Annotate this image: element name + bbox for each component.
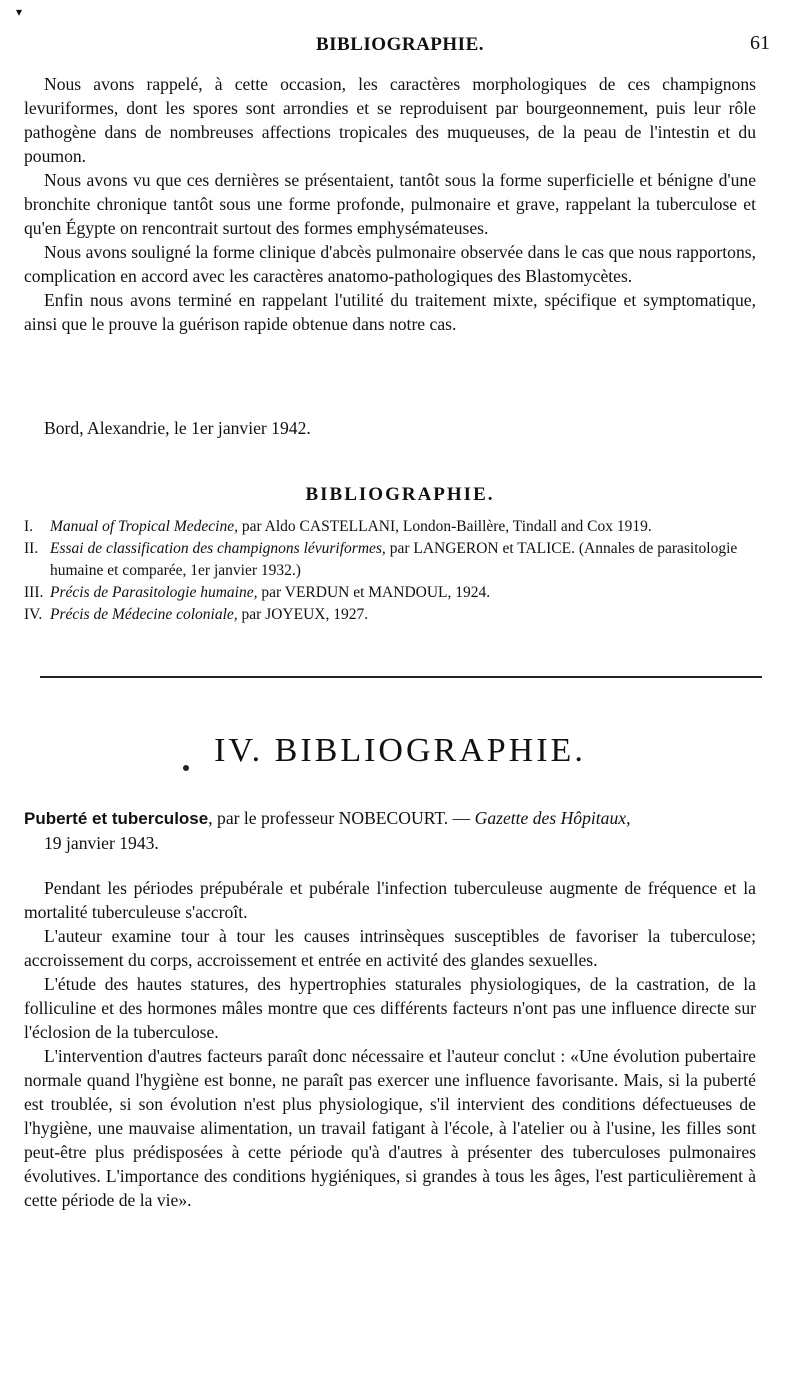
bibliography-item-title: Précis de Parasitologie humaine,: [50, 584, 258, 601]
bibliography-item: [24, 516, 760, 538]
section-title: IV. BIBLIOGRAPHIE.: [214, 732, 586, 769]
review-date: 19 janvier 1943.: [44, 833, 159, 853]
intro-paragraph-3: Nous avons souligné la forme clinique d'abcès pulmonaire observée dans le cas que nous rapportons, complication en accord avec les caractères anatomo-pathologiques des Blastomycètes.: [24, 242, 756, 286]
bibliography-item-number: III.: [24, 584, 44, 601]
intro-text: [24, 72, 756, 336]
section-divider: [40, 676, 762, 678]
bibliography-item-title: Manual of Tropical Medecine,: [50, 518, 238, 535]
bibliography-item-number: IV.: [24, 606, 43, 623]
running-title: BIBLIOGRAPHIE.: [315, 34, 484, 55]
bibliography-item-rest: par Aldo CASTELLANI, London-Baillère, Tindall and Cox 1919.: [237, 518, 652, 535]
bibliography-list: [24, 516, 760, 626]
bibliography-item-number: II.: [24, 540, 39, 557]
intro-paragraph-2: Nous avons vu que ces dernières se présentaient, tantôt sous la forme superficielle et bénigne d'une bronchite chronique tantôt sous une forme profonde, pulmonaire et grave, rappelant la tuberculose et qu'en Égypte on rencontrait surtout des formes emphysémateuses.: [24, 170, 756, 238]
review-title: Puberté et tuberculose: [24, 809, 209, 828]
bibliography-item: [24, 538, 760, 582]
review-author: , par le professeur NOBECOURT. —: [208, 808, 475, 828]
bibliography-item-title: Précis de Médecine coloniale,: [50, 606, 238, 623]
bibliography-item-number: I.: [24, 518, 34, 535]
page-number: 61: [750, 32, 770, 54]
bibliography-item: [24, 582, 760, 604]
ink-dot: [183, 765, 189, 771]
review-paragraph-2: L'auteur examine tour à tour les causes intrinsèques susceptibles de favoriser la tuberculose; accroissement du corps, accroissement et entrée en activité des glandes sexuelles.: [24, 926, 756, 970]
review-paragraph-3: L'étude des hautes statures, des hypertrophies staturales physiologiques, de la castration, de la folliculine et des hormones mâles montre que ces différents facteurs n'ont pas une influence directe sur l'éclosion de la tuberculose.: [24, 974, 756, 1042]
review-source: Gazette des Hôpitaux,: [474, 808, 631, 828]
bibliography-item-rest: par LANGERON et TALICE. (Annales de parasitologie humaine et comparée, 1er janvier 1932.): [50, 540, 738, 579]
bibliography-item-rest: par VERDUN et MANDOUL, 1924.: [257, 584, 491, 601]
bibliography-item: [24, 604, 760, 626]
review-text: [24, 876, 756, 1212]
intro-paragraph-4: Enfin nous avons terminé en rappelant l'utilité du traitement mixte, spécifique et symptomatique, ainsi que le prouve la guérison rapide obtenue dans notre cas.: [24, 290, 756, 334]
bibliography-item-rest: par JOYEUX, 1927.: [237, 606, 369, 623]
intro-paragraph-1: Nous avons rappelé, à cette occasion, les caractères morphologiques de ces champignons levuriformes, dont les spores sont arrondies et se reproduisent par bourgeonnement, puis leur rôle pathogène dans de nombreuses affections tropicales des muqueuses, de la peau de l'intestin et du poumon.: [24, 74, 756, 166]
review-paragraph-4: L'intervention d'autres facteurs paraît donc nécessaire et l'auteur conclut : «Une évolution pubertaire normale quand l'hygiène est bonne, ne paraît pas exercer une influence favorisante. Mais, si la puberté est troublée, si son évolution n'est plus physiologique, s'il intervient des conditions défectueuses de l'hygiène, une mauvaise alimentation, un travail fatigant à l'école, à l'atelier ou à l'usine, les filles sont peut-être plus prédisposées à cette période qu'à d'autres à présenter des tuberculoses pulmonaires évolutives. L'importance des conditions hygiéniques, si grandes à tous les âges, l'est particulièrement à cette période de la vie».: [24, 1046, 756, 1210]
bibliography-heading: BIBLIOGRAPHIE.: [305, 484, 495, 505]
review-paragraph-1: Pendant les périodes prépubérale et pubérale l'infection tuberculeuse augmente de fréquence et la mortalité tuberculeuse s'accroît.: [24, 878, 756, 922]
signature-line: Bord, Alexandrie, le 1er janvier 1942.: [44, 418, 311, 438]
review-heading: [24, 806, 756, 855]
corner-mark: ▾: [16, 5, 23, 19]
bibliography-item-title: Essai de classification des champignons lévuriformes,: [50, 540, 386, 557]
